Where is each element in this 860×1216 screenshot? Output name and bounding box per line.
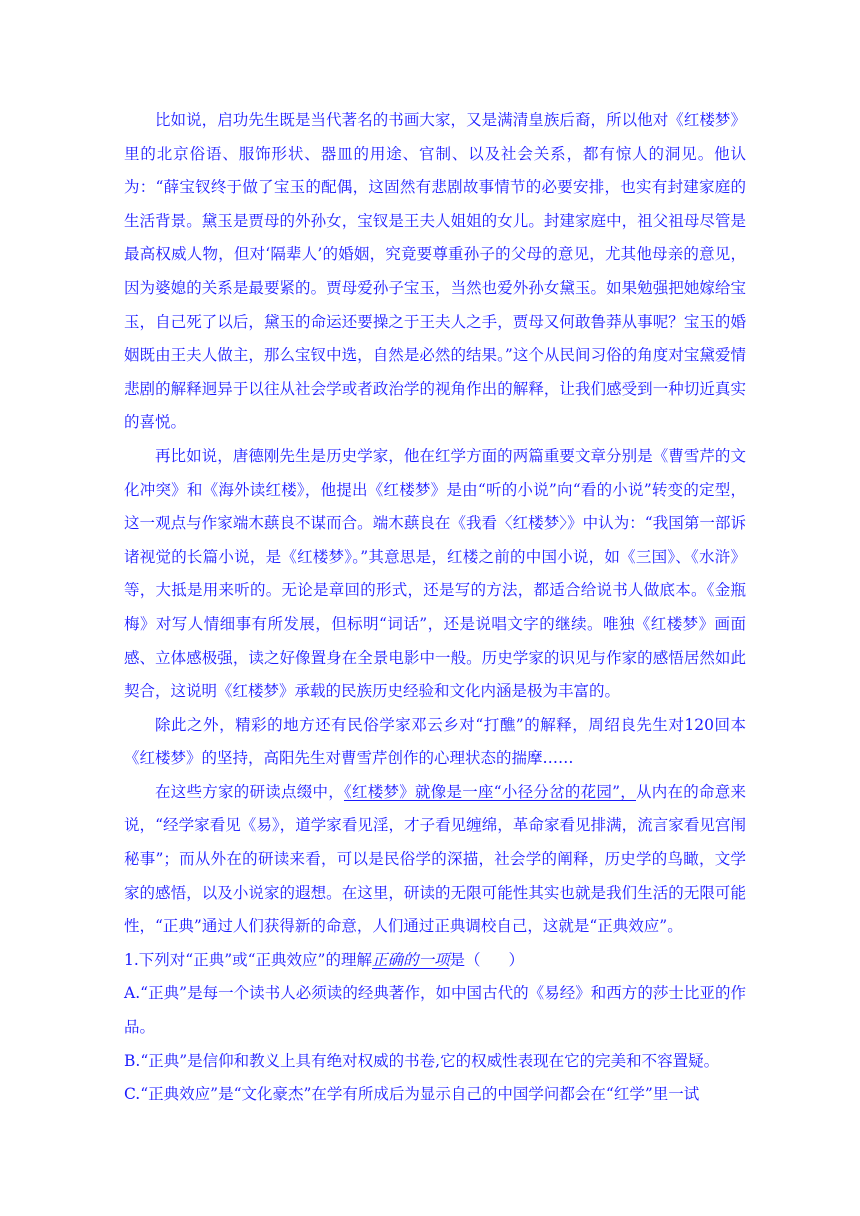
paragraph-4-underlined-phrase: 《红楼梦》就像是一座“小径分岔的花园”， (343, 782, 636, 801)
paragraph-4-rest: 从内在的命意来说，“经学家看见《易》，道学家看见淫，才子看见缠绵，革命家看见排满，流言家看见宫闱秘事”；而从外在的研读来看，可以是民俗学的深描，社会学的阐释，历史学的鸟瞰，文学家的感悟，以及小说家的遐想。在这里，研读的无限可能性其实也就是我们生活的无限可能性，“正典”通过人们获得新的命意，人们通过正典调校自己，这就是“正典效应”。 (124, 782, 746, 936)
paragraph-3: 除此之外，精彩的地方还有民俗学家邓云乡对“打醮”的解释，周绍良先生对120回本《红楼梦》的坚持，高阳先生对曹雪芹创作的心理状态的揣摩…… (124, 715, 746, 768)
option-a: A.“正典”是每一个读书人必须读的经典著作，如中国古代的《易经》和西方的莎士比亚的作 品。 (124, 984, 746, 1037)
paragraph-4-lead: 在这些方家的研读点缀中， (155, 782, 344, 801)
paragraph-1: 比如说，启功先生既是当代著名的书画大家，又是满清皇族后裔，所以他对《红楼梦》里的北京俗语、服饰形状、器皿的用途、官制、以及社会关系，都有惊人的洞见。他认为：“薛宝钗终于做了宝玉的配偶，这固然有悲剧故事情节的必要安排，也实有封建家庭的生活背景。黛玉是贾母的外孙女，宝钗是王夫人姐姐的女儿。封建家庭中，祖父祖母尽管是最高权威人物，但对‘隔辈人’的婚姻，究竟要尊重孙子的父母的意见，尤其他母亲的意见，因为婆媳的关系是最要紧的。贾母爱孙子宝玉，当然也爱外孙女黛玉。如果勉强把她嫁给宝玉，自己死了以后，黛玉的命运还要操之于王夫人之手，贾母又何敢鲁莽从事呢？宝玉的婚姻既由王夫人做主，那么宝钗中选，自然是必然的结果。”这个从民间习俗的角度对宝黛爱情悲剧的解释迥异于以往从社会学或者政治学的视角作出的解释，让我们感受到一种切近真实的喜悦。 (124, 111, 746, 432)
question-stem-emphasis: 正确的一项 (372, 950, 450, 969)
question-stem-close: ） (508, 950, 525, 969)
paragraph-2: 再比如说，唐德刚先生是历史学家，他在红学方面的两篇重要文章分别是《曹雪芹的文化冲突》和《海外读红楼》，他提出《红楼梦》是由“听的小说”向“看的小说”转变的定型，这一观点与作家端木蕻良不谋而合。端木蕻良在《我看〈红楼梦〉》中认为：“我国第一部诉诸视觉的长篇小说，是《红楼梦》。”其意思是，红楼之前的中国小说，如《三国》、《水浒》等，大抵是用来听的。无论是章回的形式，还是写的方法，都适合给说书人做底本。《金瓶梅》对写人情细事有所发展，但标明“词话”，还是说唱文字的继续。唯独《红楼梦》画面感、立体感极强，读之好像置身在全景电影中一般。历史学家的识见与作家的感悟居然如此契合，这说明《红楼梦》承载的民族历史经验和文化内涵是极为丰富的。 (124, 446, 746, 701)
paragraph-4 (124, 776, 746, 944)
document-page (124, 104, 746, 1112)
option-b: B.“正典”是信仰和教义上具有绝对权威的书卷,它的权威性表现在它的完美和不容置疑。 (124, 1051, 720, 1070)
question-stem-open: 是（ (449, 950, 481, 969)
question-1-stem (124, 944, 746, 978)
question-stem-lead: 1.下列对“正典”或“正典效应”的理解 (124, 950, 372, 969)
option-c: C.“正典效应”是“文化豪杰”在学有所成后为显示自己的中国学问都会在“红学”里一试 (124, 1085, 700, 1104)
